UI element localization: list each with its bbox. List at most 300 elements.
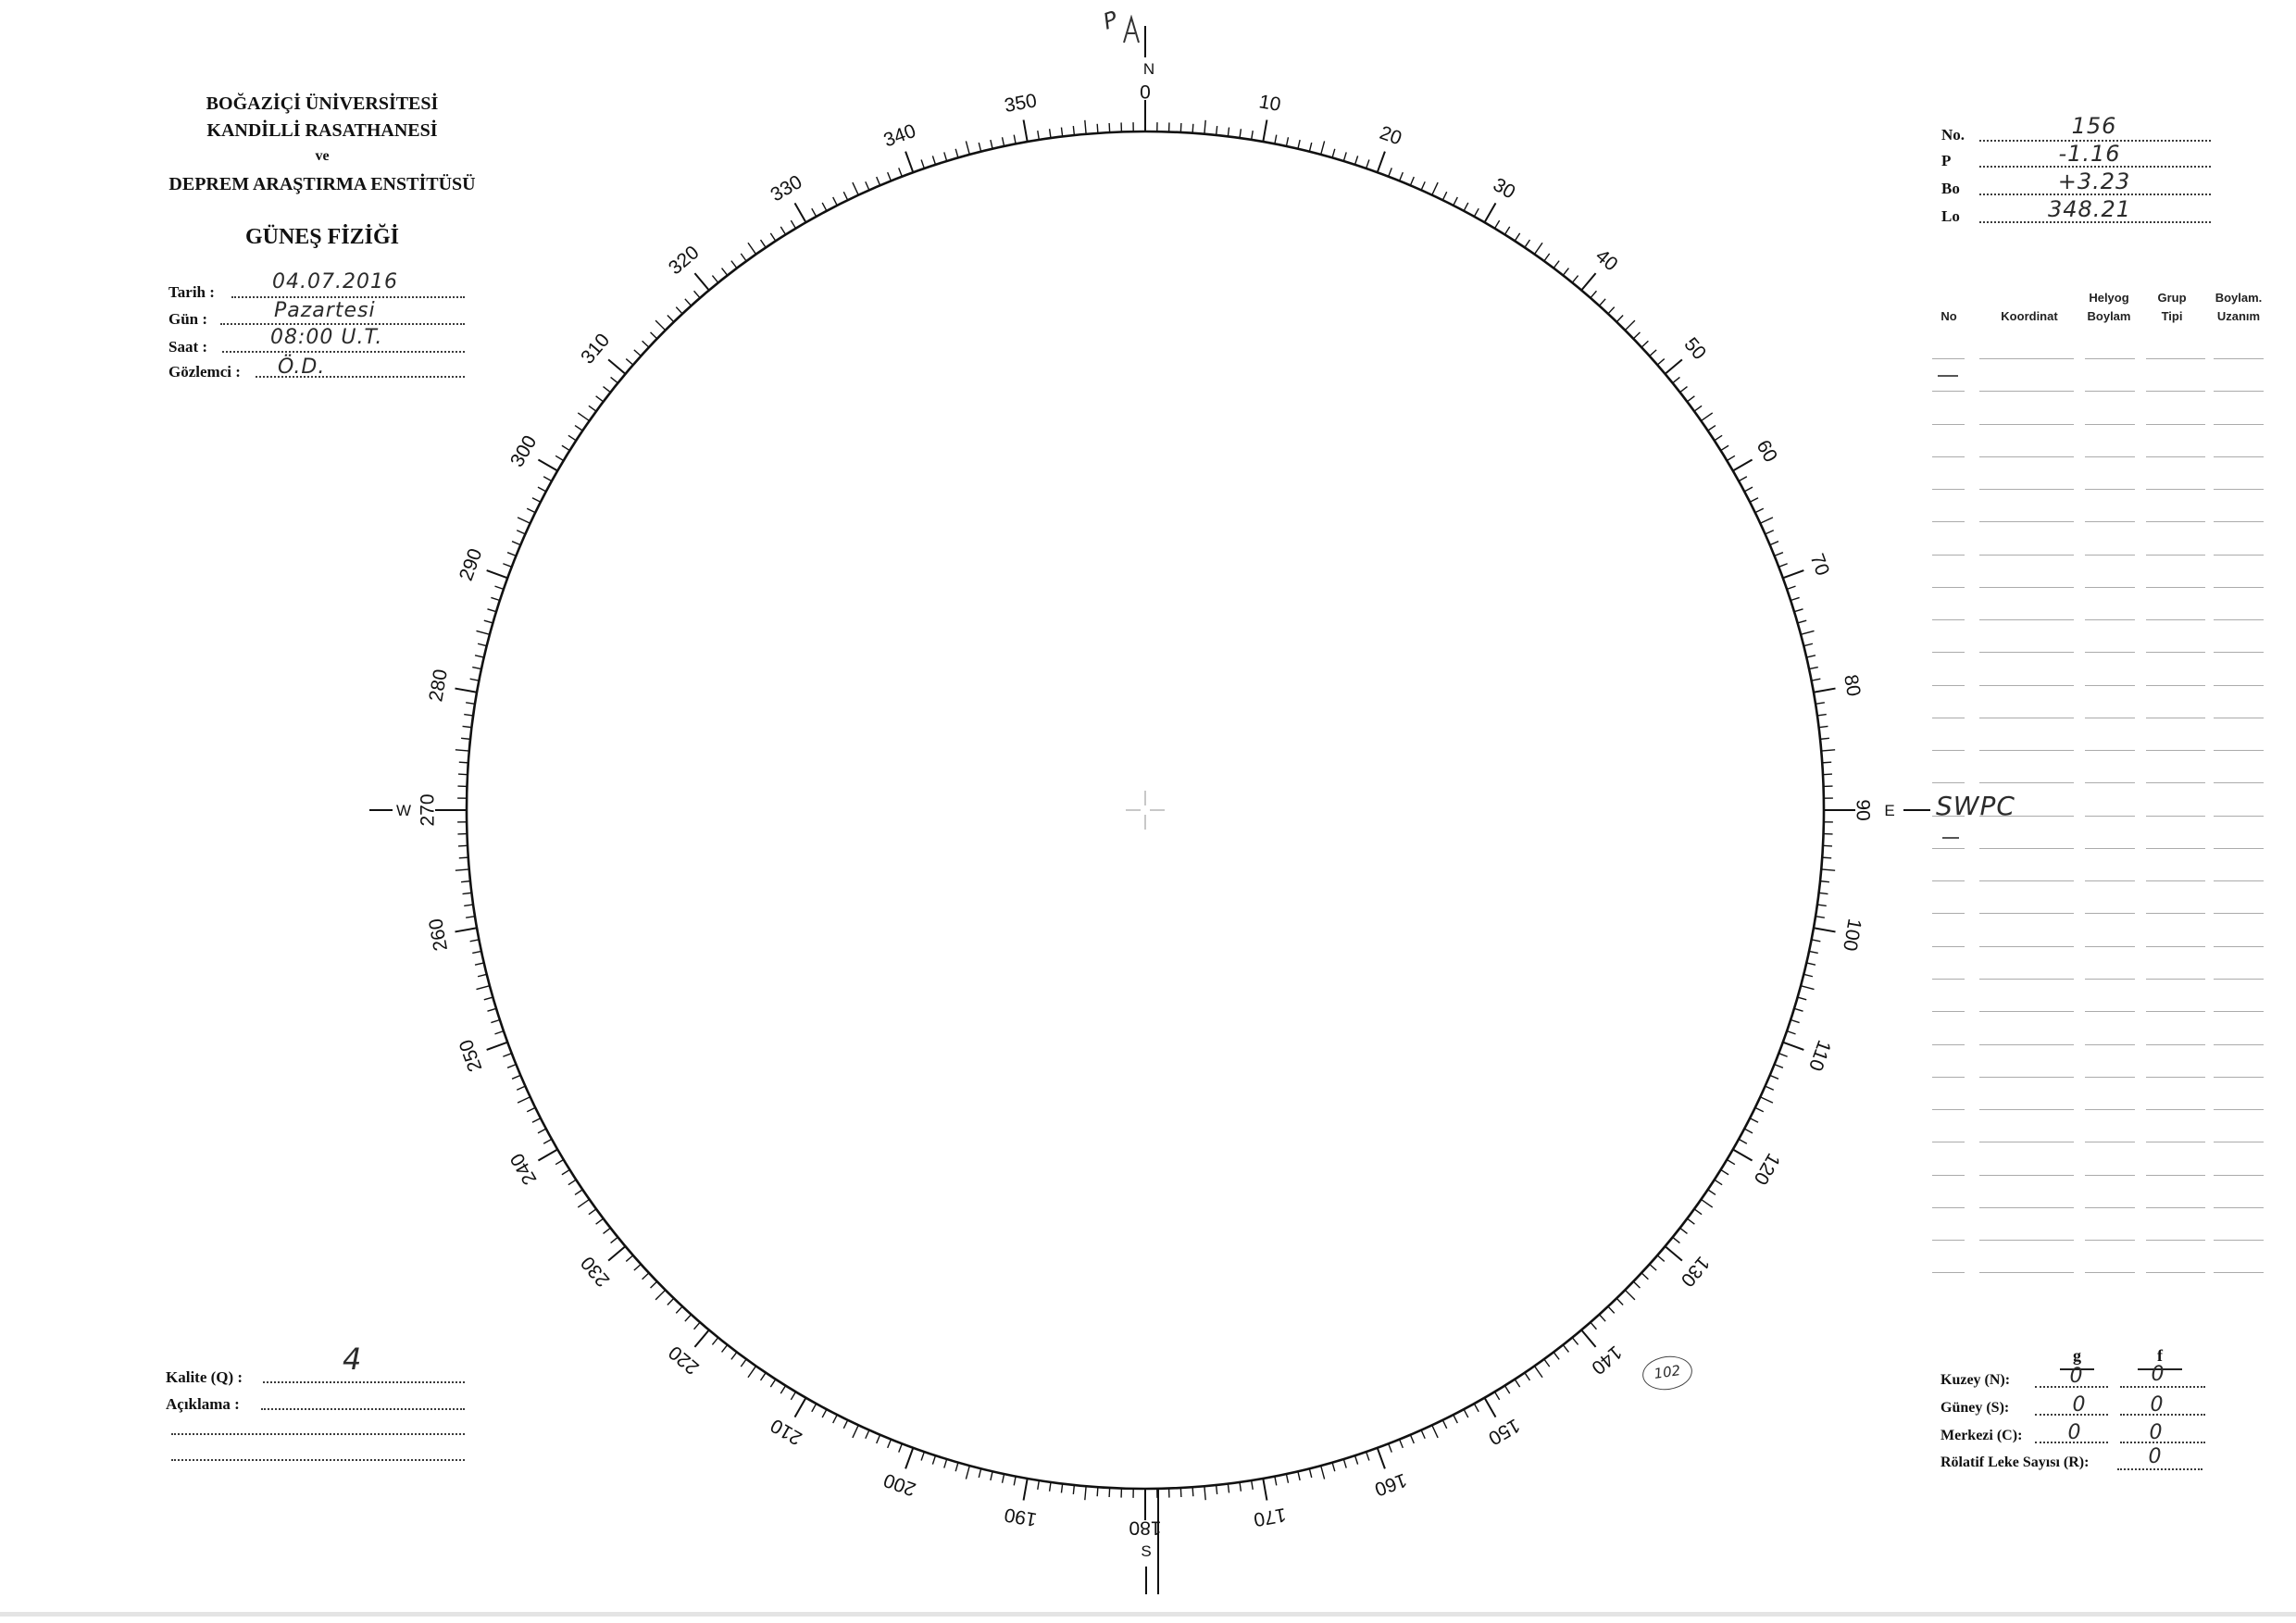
dial-tick xyxy=(1252,131,1254,140)
dial-tick xyxy=(459,762,468,763)
dial-tick xyxy=(1485,203,1496,222)
dial-label: 260 xyxy=(425,917,452,953)
dial-tick xyxy=(1727,1160,1735,1165)
dial-tick xyxy=(655,1290,666,1300)
dial-tick xyxy=(877,177,880,185)
dial-tick xyxy=(1715,1180,1722,1184)
department-title: GÜNEŞ FİZİĞİ xyxy=(244,225,400,249)
dial-tick xyxy=(634,350,641,356)
arrow-up-icon xyxy=(1121,15,1142,44)
dial-tick xyxy=(1563,1345,1568,1353)
dial-tick xyxy=(932,156,935,165)
dial-labels xyxy=(417,81,1873,1538)
dial-tick xyxy=(1024,1479,1028,1501)
dial-tick xyxy=(1778,1054,1787,1057)
dial-tick xyxy=(1750,1118,1758,1123)
dial-tick xyxy=(484,997,493,1000)
dial-label: 10 xyxy=(1257,91,1283,116)
dial-label: 130 xyxy=(1676,1252,1714,1292)
dial-label: 150 xyxy=(1484,1414,1524,1450)
dial-tick xyxy=(1085,1486,1086,1500)
dial-tick xyxy=(888,1440,892,1448)
dial-tick xyxy=(1534,243,1542,254)
dial-tick xyxy=(748,243,756,254)
dial-tick xyxy=(1228,1484,1229,1493)
dial-tick xyxy=(568,1180,576,1184)
dial-tick xyxy=(866,181,869,190)
dial-tick xyxy=(1050,129,1051,138)
dial-tick xyxy=(1024,120,1028,143)
dial-tick xyxy=(478,643,487,645)
dial-label: 250 xyxy=(455,1036,487,1075)
dial-tick xyxy=(1599,1315,1605,1321)
dial-tick xyxy=(1240,129,1241,138)
dial-tick xyxy=(1309,143,1311,152)
dial-tick xyxy=(1252,1480,1254,1490)
dial-tick xyxy=(538,487,546,492)
dial-tick xyxy=(1515,233,1519,241)
dial-tick xyxy=(1680,1228,1688,1233)
dial-tick xyxy=(741,1359,746,1367)
dial-tick xyxy=(472,668,481,669)
dial-tick xyxy=(1432,182,1438,195)
dial-tick xyxy=(463,726,472,727)
dial-tick xyxy=(1641,341,1648,347)
column-header-heliographic: Helyog xyxy=(2089,291,2129,305)
conjunction: ve xyxy=(315,148,330,164)
dial-tick xyxy=(470,679,480,680)
dial-tick xyxy=(791,1392,795,1400)
dial-label: 290 xyxy=(455,545,487,584)
dial-tick xyxy=(1657,359,1665,366)
dial-tick xyxy=(1819,726,1828,727)
dial-tick xyxy=(694,291,701,298)
dial-tick xyxy=(532,498,541,503)
dial-label: 170 xyxy=(1252,1504,1288,1530)
dial-tick xyxy=(1298,1471,1300,1480)
dial-tick xyxy=(527,1107,535,1111)
remarks-field-line xyxy=(171,1433,465,1435)
dial-tick xyxy=(1014,135,1016,144)
dial-tick xyxy=(1778,564,1787,568)
dial-tick xyxy=(1633,332,1640,339)
dial-tick xyxy=(1495,220,1500,229)
column-header-type: Tipi xyxy=(2161,309,2183,323)
dial-tick xyxy=(512,1075,520,1079)
dial-tick xyxy=(853,1425,858,1438)
dial-tick xyxy=(518,1097,530,1103)
dial-tick xyxy=(455,750,469,751)
dial-tick xyxy=(761,240,767,247)
center-crosshair-icon xyxy=(1126,791,1165,830)
remarks-label: Açıklama : xyxy=(166,1395,240,1413)
dial-tick xyxy=(1554,1352,1559,1359)
dial-tick xyxy=(596,396,604,402)
dial-tick xyxy=(1085,120,1086,134)
dial-tick xyxy=(487,1008,496,1011)
dial-tick xyxy=(676,1306,682,1313)
date-value: 04.07.2016 xyxy=(272,270,398,293)
dial-tick xyxy=(1727,456,1735,460)
dial-tick xyxy=(979,1468,980,1478)
dial-tick xyxy=(1694,406,1702,411)
scan-edge xyxy=(0,1612,2296,1617)
dial-tick xyxy=(1464,1409,1468,1417)
dial-tick xyxy=(1474,1404,1479,1412)
dial-label: 20 xyxy=(1377,121,1405,150)
dial-tick xyxy=(1366,159,1369,168)
dial-tick xyxy=(1783,1042,1804,1050)
dial-tick xyxy=(921,1452,924,1460)
dial-label: 200 xyxy=(880,1468,919,1501)
dial-tick xyxy=(464,715,473,716)
dial-tick xyxy=(517,1086,525,1090)
quality-label: Kalite (Q) : xyxy=(166,1368,243,1386)
dial-tick xyxy=(1275,135,1277,144)
dial-label: 310 xyxy=(577,329,615,368)
dial-label: 270 xyxy=(417,793,439,827)
dial-tick xyxy=(1733,460,1753,471)
dial-tick xyxy=(1572,276,1578,283)
dial-label: 180 xyxy=(1129,1517,1162,1539)
south-spots-value: 0 xyxy=(2150,1393,2165,1417)
dial-tick xyxy=(555,1160,564,1165)
column-header-longitudinal: Boylam. xyxy=(2215,291,2263,305)
dial-tick xyxy=(643,341,649,347)
dial-tick xyxy=(1504,1386,1509,1393)
dial-tick xyxy=(455,869,469,870)
north-spots-value: 0 xyxy=(2151,1363,2165,1386)
dial-tick xyxy=(494,586,503,589)
dial-tick xyxy=(1275,1477,1277,1486)
dial-tick xyxy=(1760,518,1773,523)
dial-tick xyxy=(1766,531,1774,534)
dial-label: 30 xyxy=(1489,173,1519,204)
dial-tick xyxy=(899,168,903,176)
dial-tick xyxy=(694,1322,701,1330)
dial-tick xyxy=(1650,1264,1656,1270)
dial-tick xyxy=(1616,316,1623,322)
dial-tick xyxy=(1454,1415,1458,1423)
dial-tick xyxy=(1591,291,1597,298)
dial-tick xyxy=(507,1065,516,1068)
dial-tick xyxy=(780,1386,785,1393)
dial-tick xyxy=(731,1352,737,1359)
dial-tick xyxy=(1787,1031,1795,1034)
dial-tick xyxy=(1820,881,1829,882)
dial-tick xyxy=(1263,1479,1267,1501)
dial-tick xyxy=(1791,1020,1800,1023)
time-value: 08:00 U.T. xyxy=(270,326,383,349)
dial-tick xyxy=(1343,1459,1346,1468)
north-count-label: Kuzey (N): xyxy=(1940,1372,2011,1388)
dial-label: 240 xyxy=(505,1149,542,1189)
dial-tick xyxy=(955,149,958,158)
dial-tick xyxy=(1109,123,1110,132)
dial-label: 120 xyxy=(1749,1149,1785,1189)
dial-tick xyxy=(494,1031,503,1034)
dial-tick xyxy=(503,564,511,568)
dial-tick xyxy=(1616,1298,1623,1305)
dial-tick xyxy=(1474,208,1479,217)
solar-disk-outline xyxy=(467,131,1824,1489)
dial-tick xyxy=(1599,299,1605,306)
dial-tick xyxy=(1591,1322,1597,1330)
center-spots-value: 0 xyxy=(2149,1421,2164,1444)
dial-tick xyxy=(741,254,746,261)
dial-tick xyxy=(1673,1237,1680,1242)
dial-tick xyxy=(1073,1485,1074,1494)
dial-label: 220 xyxy=(664,1341,704,1379)
dial-tick xyxy=(1803,974,1813,976)
dial-tick xyxy=(555,456,564,460)
dial-tick xyxy=(1038,1480,1040,1490)
dial-tick xyxy=(1332,1463,1335,1472)
dial-tick xyxy=(1809,668,1818,669)
dial-label: 350 xyxy=(1003,90,1039,117)
dial-tick xyxy=(1495,1392,1500,1400)
dial-tick xyxy=(1821,869,1835,870)
dial-tick xyxy=(1755,508,1764,512)
dial-tick xyxy=(712,276,718,283)
dial-tick xyxy=(685,1315,692,1321)
dial-tick xyxy=(461,881,470,882)
dial-tick xyxy=(1783,570,1804,578)
dial-tick xyxy=(944,152,947,161)
dial-tick xyxy=(1061,128,1062,137)
dial-tick xyxy=(1823,774,1832,775)
dial-tick xyxy=(1770,542,1778,545)
dial-tick xyxy=(478,974,487,976)
dial-tick xyxy=(1744,1129,1753,1133)
dial-tick xyxy=(1775,553,1783,556)
dial-tick xyxy=(979,143,980,152)
dial-tick xyxy=(459,857,468,858)
dial-tick xyxy=(1400,172,1404,181)
dial-tick xyxy=(1309,1468,1311,1478)
dial-tick xyxy=(1816,917,1825,918)
number-value: 156 xyxy=(2071,113,2117,139)
dial-label: 80 xyxy=(1840,672,1865,698)
dial-label: 40 xyxy=(1591,244,1622,276)
dial-tick xyxy=(1608,307,1615,314)
dial-tick xyxy=(568,435,576,440)
dial-tick xyxy=(1823,845,1832,846)
dial-tick xyxy=(1680,387,1688,393)
dial-tick xyxy=(1554,261,1559,268)
dial-tick xyxy=(991,1471,992,1480)
dial-tick xyxy=(1715,435,1722,440)
dial-tick xyxy=(538,460,557,471)
dial-tick xyxy=(487,1042,508,1050)
dial-tick xyxy=(1563,268,1568,276)
dial-tick xyxy=(651,1281,657,1288)
p-angle-label: P xyxy=(1941,152,1952,169)
dial-tick xyxy=(1421,1430,1425,1439)
dial-tick xyxy=(1794,609,1803,612)
dial-tick xyxy=(843,1420,847,1429)
dial-tick xyxy=(780,227,785,234)
dial-tick xyxy=(1228,128,1229,137)
east-limb-note: SWPC xyxy=(1936,791,2015,821)
dial-tick xyxy=(791,220,795,229)
dial-label: 330 xyxy=(767,170,806,206)
dial-tick xyxy=(1708,1190,1716,1195)
dial-tick xyxy=(1701,413,1712,421)
dial-tick xyxy=(955,1463,958,1472)
dial-tick xyxy=(466,703,475,705)
dial-tick xyxy=(770,233,775,241)
dial-tick xyxy=(932,1455,935,1465)
dial-tick xyxy=(1572,1338,1578,1345)
dial-tick xyxy=(651,332,657,339)
dial-tick xyxy=(1410,177,1414,185)
dial-tick xyxy=(527,508,535,512)
dial-tick xyxy=(461,738,470,739)
dial-tick xyxy=(1581,1330,1595,1347)
dial-tick xyxy=(812,208,817,217)
dial-label: 300 xyxy=(505,431,542,471)
dial-tick xyxy=(899,1443,903,1452)
dial-tick xyxy=(1798,997,1807,1000)
dial-tick xyxy=(458,774,468,775)
dial-tick xyxy=(491,597,500,600)
dial-tick xyxy=(877,1435,880,1443)
dial-tick xyxy=(748,1366,756,1377)
institute-name: DEPREM ARAŞTIRMA ENSTİTÜSÜ xyxy=(168,174,476,194)
dial-tick xyxy=(1525,1373,1530,1380)
dial-tick xyxy=(795,203,806,222)
dial-tick xyxy=(1801,630,1814,634)
dial-tick xyxy=(1298,140,1300,149)
south-label: S xyxy=(1141,1542,1152,1560)
relative-number-value: 0 xyxy=(2148,1445,2163,1468)
dial-tick xyxy=(1389,168,1392,176)
dial-tick xyxy=(722,1345,728,1353)
dial-tick xyxy=(905,1448,913,1469)
dial-tick xyxy=(1180,123,1181,132)
dial-label: 160 xyxy=(1371,1468,1410,1501)
east-label: E xyxy=(1884,801,1895,819)
dial-label: 280 xyxy=(425,668,452,704)
dial-tick xyxy=(1641,1273,1648,1280)
dial-tick xyxy=(1673,377,1680,382)
dial-tick xyxy=(676,307,682,314)
dial-tick xyxy=(512,542,520,545)
dial-tick xyxy=(1733,1150,1753,1161)
dial-tick xyxy=(1204,120,1205,134)
dial-tick xyxy=(1003,137,1004,146)
dial-tick xyxy=(604,387,611,393)
dial-label: 100 xyxy=(1839,917,1866,953)
dial-tick xyxy=(1739,477,1747,481)
dial-tick xyxy=(1760,1097,1773,1103)
dial-tick xyxy=(1666,1246,1682,1260)
dial-tick xyxy=(1192,1487,1193,1496)
relative-number-line xyxy=(2117,1468,2202,1470)
dial-tick xyxy=(626,359,633,366)
dial-tick xyxy=(1534,1366,1542,1377)
dial-tick xyxy=(888,172,892,181)
dial-tick xyxy=(770,1380,775,1387)
dial-tick xyxy=(604,1228,611,1233)
p-angle-value: -1.16 xyxy=(2058,141,2121,167)
dial-tick xyxy=(626,1255,633,1262)
dial-tick xyxy=(822,203,827,211)
dial-tick xyxy=(578,1199,589,1207)
dial-tick xyxy=(491,1020,500,1023)
north-spots-line xyxy=(2120,1386,2205,1388)
dial-tick xyxy=(1240,1482,1241,1492)
dial-tick xyxy=(589,406,596,411)
column-header-longitude: Boylam xyxy=(2087,309,2131,323)
dial-tick xyxy=(905,152,913,173)
dial-tick xyxy=(1803,643,1813,645)
dial-label: 230 xyxy=(577,1252,615,1292)
dial-tick xyxy=(795,1398,806,1417)
dial-tick xyxy=(1286,137,1288,146)
dial-tick xyxy=(1721,445,1728,450)
dial-tick xyxy=(562,445,569,450)
dial-tick xyxy=(991,140,992,149)
dial-tick xyxy=(1666,359,1682,373)
dial-label: 70 xyxy=(1805,550,1834,579)
day-value: Pazartesi xyxy=(274,299,376,322)
dial-tick xyxy=(1204,1486,1205,1500)
dial-tick xyxy=(1775,1065,1783,1068)
dial-tick xyxy=(1581,273,1595,290)
dial-tick xyxy=(966,141,969,154)
dial-tick xyxy=(1687,1218,1694,1224)
dial-tick xyxy=(1421,181,1425,190)
dial-tick xyxy=(643,1273,649,1280)
dial-tick xyxy=(1770,1075,1778,1079)
center-groups-value: 0 xyxy=(2067,1421,2082,1444)
dial-tick xyxy=(596,1218,604,1224)
day-label: Gün : xyxy=(168,310,208,328)
dial-tick xyxy=(1687,396,1694,402)
dial-tick xyxy=(843,192,847,200)
dial-tick xyxy=(1464,203,1468,211)
dial-tick xyxy=(1814,928,1836,931)
circled-note-text: 102 xyxy=(1653,1362,1682,1382)
dial-tick xyxy=(1708,426,1716,431)
dial-tick xyxy=(1544,254,1550,261)
dial-tick xyxy=(543,1139,552,1143)
column-header-group: Grup xyxy=(2157,291,2187,305)
dial-tick xyxy=(1816,703,1825,705)
dial-tick xyxy=(1485,1398,1496,1417)
remarks-field-line xyxy=(261,1408,465,1410)
date-label: Tarih : xyxy=(168,283,215,301)
position-angle-mark: P xyxy=(1100,6,1122,35)
dial-label: 0 xyxy=(1140,81,1151,104)
dial-tick xyxy=(1192,124,1193,133)
dial-tick xyxy=(1389,1443,1392,1452)
dial-tick xyxy=(866,1430,869,1439)
center-count-label: Merkezi (C): xyxy=(1940,1428,2023,1443)
dial-tick xyxy=(1750,498,1758,503)
dial-label: 320 xyxy=(664,242,704,280)
dial-tick xyxy=(1809,951,1818,953)
west-label: W xyxy=(395,801,412,819)
b0-label: Bo xyxy=(1941,180,1960,197)
dial-tick xyxy=(1321,1466,1325,1479)
dial-tick xyxy=(1410,1435,1414,1443)
dial-tick xyxy=(1400,1440,1404,1448)
dial-tick xyxy=(475,655,484,657)
b0-value: +3.23 xyxy=(2057,169,2131,194)
